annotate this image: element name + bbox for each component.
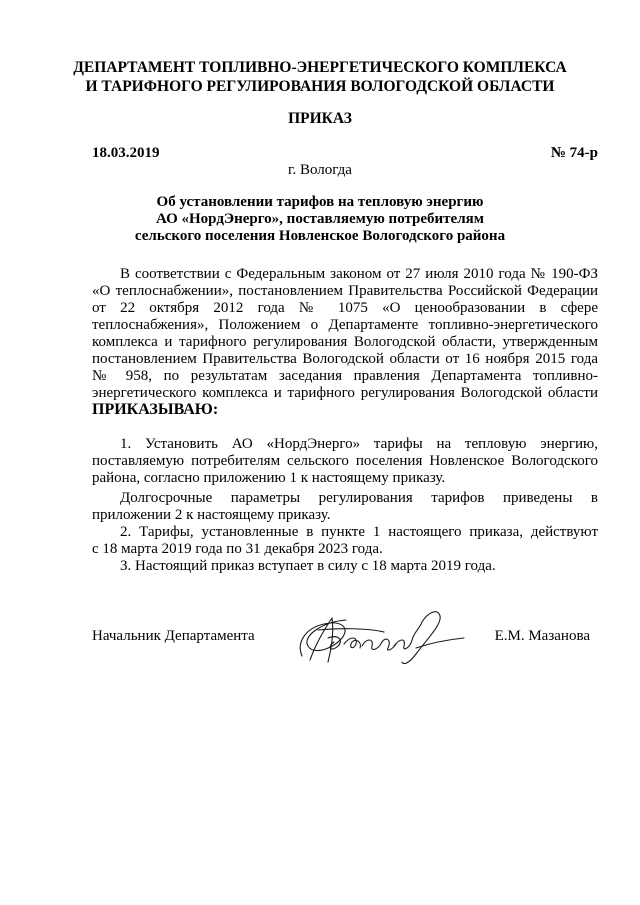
handwritten-signature (288, 598, 468, 670)
preamble-line: от 22 октября 2012 года № 1075 «О ценообразовании в сфере (92, 300, 598, 316)
order-word: ПРИКАЗЫВАЮ: (92, 401, 219, 418)
title-line-3: сельского поселения Новленское Вологодского района (134, 228, 506, 244)
title-line-2: АО «НордЭнерго», поставляемую потребителям (156, 211, 484, 227)
item-line: района, согласно приложению 1 к настоящему приказу. (92, 470, 446, 486)
item-line: с 18 марта 2019 года по 31 декабря 2023 года. (92, 541, 383, 557)
item-line: Долгосрочные параметры регулирования тарифов приведены в (120, 490, 598, 506)
preamble-line: постановлением Правительства Вологодской области от 16 ноября 2015 года (92, 351, 598, 367)
document-date: 18.03.2019 (92, 145, 160, 161)
item-line: приложении 2 к настоящему приказу. (92, 507, 331, 523)
preamble-line: В соответствии с Федеральным законом от 27 июля 2010 года № 190-ФЗ (120, 266, 598, 282)
item-line: поставляемую потребителям сельского поселения Новленское Вологодского (92, 453, 598, 469)
item-line: 3. Настоящий приказ вступает в силу с 18 марта 2019 года. (120, 558, 496, 574)
preamble-line: теплоснабжения», Положением о Департаменте топливно-энергетического (92, 317, 598, 333)
city: г. Вологда (288, 162, 352, 178)
item-line: 2. Тарифы, установленные в пункте 1 настоящего приказа, действуют (120, 524, 598, 540)
header-line-1: ДЕПАРТАМЕНТ ТОПЛИВНО-ЭНЕРГЕТИЧЕСКОГО КОМПЛЕКСА (73, 59, 567, 76)
preamble-line: № 958, по результатам заседания правления Департамента топливно- (92, 368, 598, 384)
signature-name: Е.М. Мазанова (494, 628, 590, 644)
item-line: 1. Установить АО «НордЭнерго» тарифы на тепловую энергию, (120, 436, 598, 452)
document-type: ПРИКАЗ (288, 110, 352, 127)
preamble-line: «О теплоснабжении», постановлением Правительства Российской Федерации (92, 283, 598, 299)
document-number: № 74-р (550, 145, 598, 161)
preamble-line: комплекса и тарифного регулирования Вологодской области, утвержденным (92, 334, 598, 350)
signature-position: Начальник Департамента (92, 628, 255, 644)
preamble-line: энергетического комплекса и тарифного регулирования Вологодской области (92, 385, 598, 401)
title-line-1: Об установлении тарифов на тепловую энергию (156, 194, 484, 210)
header-line-2: И ТАРИФНОГО РЕГУЛИРОВАНИЯ ВОЛОГОДСКОЙ ОБЛАСТИ (85, 78, 555, 95)
